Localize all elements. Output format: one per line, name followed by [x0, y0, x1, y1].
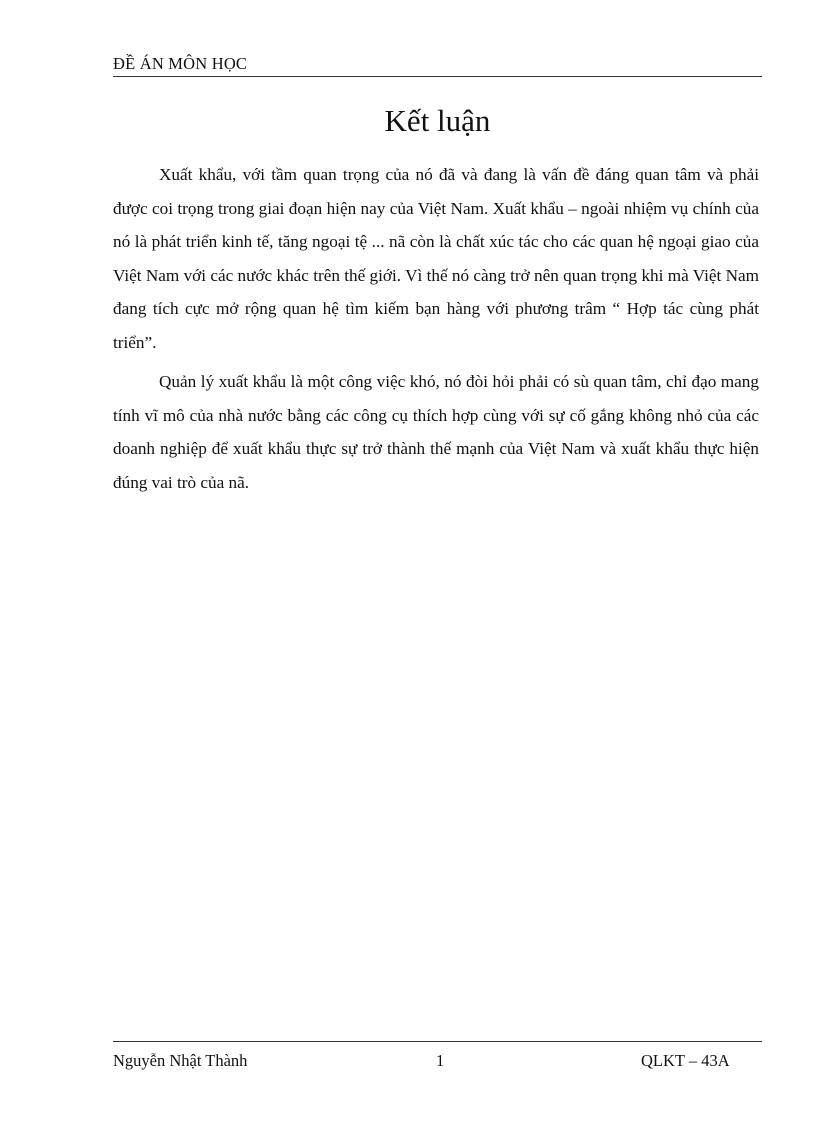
page-title: Kết luận [384, 103, 491, 138]
page-number: 1 [436, 1051, 445, 1070]
footer-divider [113, 1041, 762, 1042]
paragraph-2: Quản lý xuất khẩu là một công việc khó, nó đòi hỏi phải có sù quan tâm, chỉ đạo mang tính vĩ mô của nhà nước bằng các công cụ thích hợp cùng với sự cố gắng không nhỏ của các doanh nghiệp để xuất khẩu thực sự trở thành thế mạnh của Việt Nam và xuất khẩu thực hiện đúng vai trò của nã. [113, 372, 759, 492]
footer-class-code: QLKT – 43A [641, 1051, 730, 1070]
page-header [113, 52, 762, 77]
paragraph-1: Xuất khẩu, với tầm quan trọng của nó đã và đang là vấn đề đáng quan tâm và phải được coi trọng trong giai đoạn hiện nay của Việt Nam. Xuất khẩu – ngoài nhiệm vụ chính của nó là phát triển kinh tế, tăng ngoại tệ ... nã còn là chất xúc tác cho các quan hệ ngoại giao của Việt Nam với các nước khác trên thế giới. Vì thế nó càng trở nên quan trọng khi mà Việt Nam đang tích cực mở rộng quan hệ tìm kiếm bạn hàng với phương trâm “ Hợp tác cùng phát triển”. [113, 165, 759, 352]
header-title: ĐỀ ÁN MÔN HỌC [113, 54, 248, 73]
footer-author: Nguyễn Nhật Thành [113, 1051, 248, 1070]
document-body [113, 158, 759, 505]
